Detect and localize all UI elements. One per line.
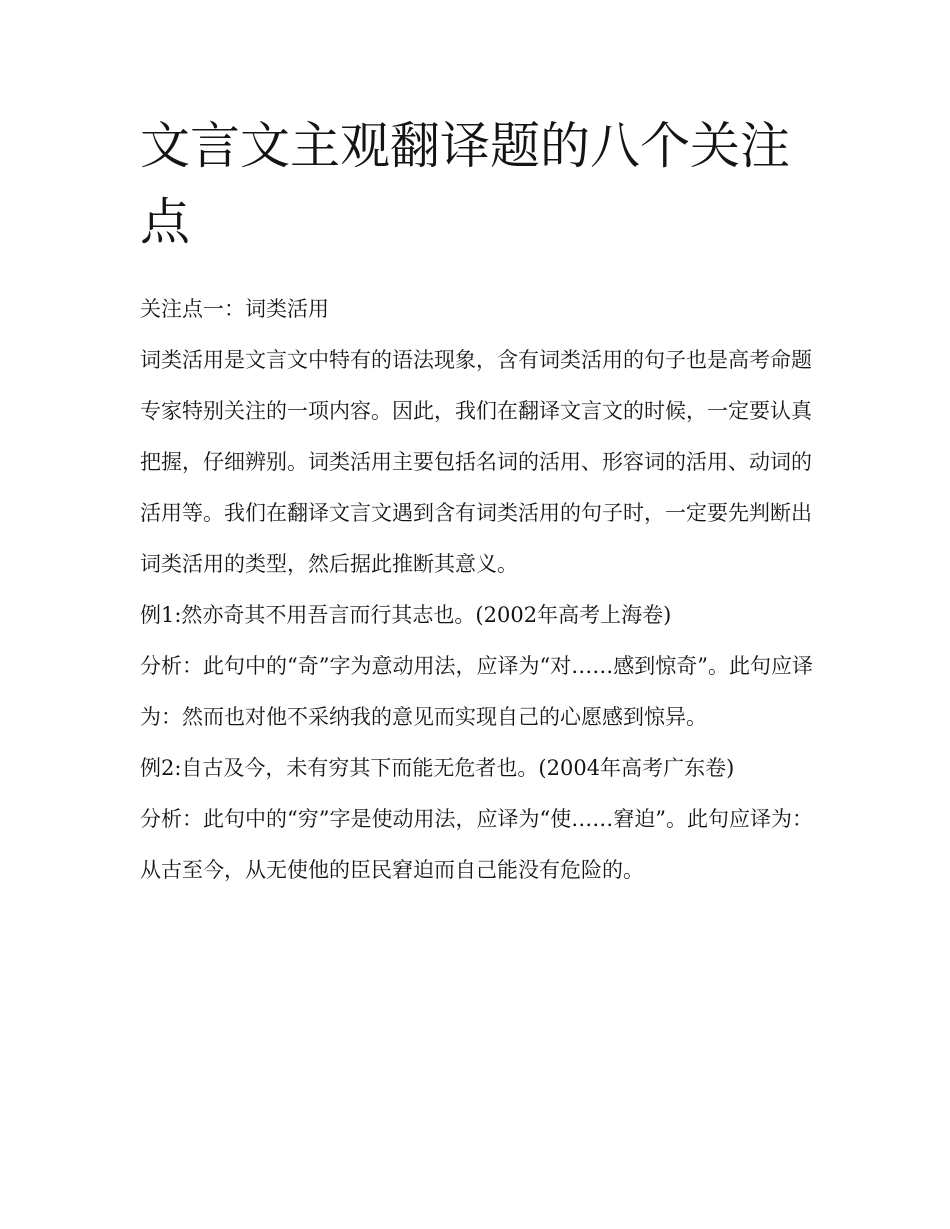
- document-body: [140, 108, 820, 896]
- intro-paragraph: 词类活用是文言文中特有的语法现象，含有词类活用的句子也是高考命题专家特别关注的一项内容。因此，我们在翻译文言文的时候，一定要认真把握，仔细辨别。词类活用主要包括名词的活用、形容词的活用、动词的活用等。我们在翻译文言文遇到含有词类活用的句子时，一定要先判断出词类活用的类型，然后据此推断其意义。: [140, 348, 812, 576]
- example-1: 例1:然亦奇其不用吾言而行其志也。(2002年高考上海卷): [140, 603, 672, 627]
- analysis-1: 分析：此句中的“奇”字为意动用法，应译为“对……感到惊奇”。此句应译为：然而也对他不采纳我的意见而实现自己的心愿感到惊异。: [140, 654, 813, 729]
- example-2: 例2:自古及今，未有穷其下而能无危者也。(2004年高考广东卷): [140, 756, 735, 780]
- analysis-2: 分析：此句中的“穷”字是使动用法，应译为“使……窘迫”。此句应译为：从古至今，从无使他的臣民窘迫而自己能没有危险的。: [140, 807, 813, 882]
- document-title: 文言文主观翻译题的八个关注点: [140, 117, 790, 251]
- section-heading: 关注点一：词类活用: [140, 297, 329, 321]
